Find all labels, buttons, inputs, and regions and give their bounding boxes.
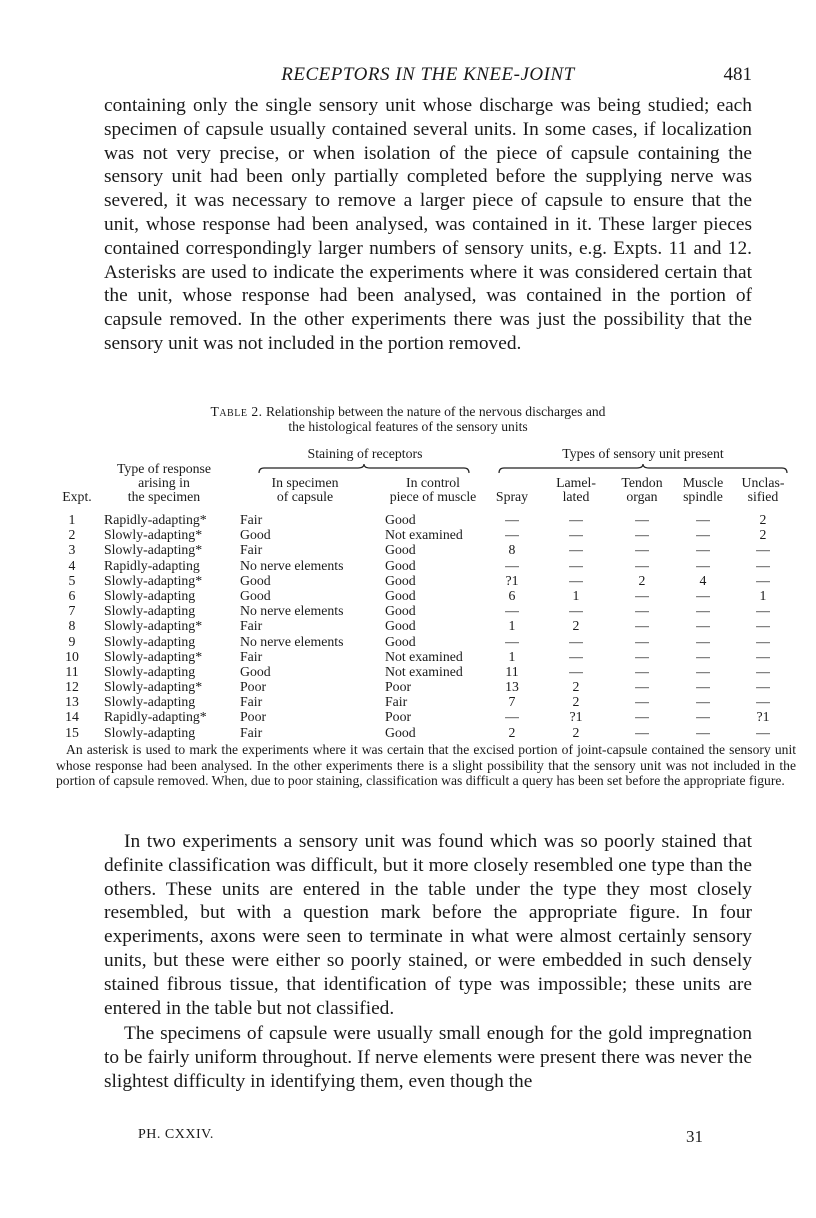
col-header-type: [100, 462, 228, 504]
cell-expt: 11: [65, 663, 79, 679]
brace-types: [498, 464, 788, 474]
table-row: [60, 679, 790, 694]
cell-unclassified: —: [756, 663, 770, 679]
cell-lamellated: —: [569, 512, 583, 527]
cell-muscle-spindle: —: [696, 527, 710, 543]
cell-muscle-spindle: —: [696, 603, 710, 619]
cell-spray: 11: [505, 663, 519, 679]
cell-spray: 7: [508, 694, 516, 710]
paragraph-2-text: In two experiments a sensory unit was found which was so poorly stained that definite classification was difficult, but it more closely resembled one type than the others. These units are entered in the table under the type they most closely resembled, but with a question mark before the appropriate figure. In four experiments, axons were seen to terminate in what were almost certainly sensory units, but these were either so poorly stained, or were embedded in such densely stained fibrous tissue, that identification of type was impossible; these units are entered in the table but not classified.: [104, 831, 752, 1019]
cell-unclassified: —: [756, 603, 770, 619]
cell-spray: 8: [508, 542, 516, 558]
cell-control-staining: Good: [385, 603, 416, 619]
cell-muscle-spindle: —: [696, 694, 710, 710]
cell-tendon-organ: —: [635, 724, 649, 740]
cell-spray: —: [505, 709, 519, 725]
table-row: [60, 725, 790, 740]
footnote-text: An asterisk is used to mark the experiments where it was certain that the excised portion of joint-capsule contained the sensory unit whose response had been analysed. In the other experiments there is a slight possibility that the sensory unit was not included in the portion of capsule removed. When, due to poor staining, classification was difficult a query has been set before the appropriate figure.: [56, 742, 796, 789]
cell-tendon-organ: —: [635, 557, 649, 573]
cell-tendon-organ: —: [635, 694, 649, 710]
cell-spray: —: [505, 512, 519, 527]
page-number: 481: [723, 64, 752, 85]
cell-unclassified: —: [756, 648, 770, 664]
col-header-unclassified-line1: Unclas-: [741, 475, 785, 490]
cell-response-type: Slowly-adapting: [104, 724, 196, 740]
cell-unclassified: —: [756, 557, 770, 573]
cell-response-type: Slowly-adapting*: [104, 648, 203, 664]
cell-expt: 3: [68, 542, 76, 558]
cell-expt: 12: [65, 679, 79, 695]
col-header-spindle: [674, 476, 732, 504]
table-row: [60, 573, 790, 588]
col-header-spray: Spray: [495, 489, 529, 504]
cell-specimen-staining: Fair: [240, 648, 263, 664]
cell-tendon-organ: —: [635, 679, 649, 695]
col-header-control: [378, 476, 488, 504]
cell-tendon-organ: —: [635, 648, 649, 664]
cell-control-staining: Good: [385, 633, 416, 649]
cell-specimen-staining: Poor: [240, 679, 267, 695]
cell-control-staining: Not examined: [385, 663, 463, 679]
paragraph-1: [104, 94, 752, 356]
cell-spray: —: [505, 603, 519, 619]
cell-specimen-staining: Good: [240, 572, 271, 588]
table-row: [60, 618, 790, 633]
cell-lamellated: —: [569, 603, 583, 619]
cell-expt: 14: [65, 709, 79, 725]
cell-specimen-staining: Fair: [240, 724, 263, 740]
col-header-specimen: [240, 476, 370, 504]
cell-expt: 8: [68, 618, 76, 634]
cell-expt: 7: [68, 603, 76, 619]
col-header-lamellated: [550, 476, 602, 504]
cell-expt: 15: [65, 724, 79, 740]
cell-muscle-spindle: —: [696, 587, 710, 603]
cell-expt: 9: [68, 633, 76, 649]
cell-specimen-staining: Fair: [240, 618, 263, 634]
cell-unclassified: —: [756, 724, 770, 740]
cell-lamellated: 2: [572, 679, 580, 695]
cell-lamellated: —: [569, 648, 583, 664]
paragraph-1-text: containing only the single sensory unit whose discharge was being studied; each specimen of capsule usually contained several units. In some cases, if localization was not very precise, or when isolation of the piece of capsule containing the sensory unit had been only partially completed before the supplying nerve was severed, it was necessary to remove a larger piece of capsule to ensure that the unit, whose response had been analysed, was contained in it. These larger pieces contained correspondingly larger numbers of sensory units, e.g. Expts. 11 and 12. Asterisks are used to indicate the experiments where it was considered certain that the unit, whose response had been analysed, was contained in the portion of capsule removed. In the other experiments there was just the possibility that the sensory unit was not included in the portion removed.: [104, 95, 752, 354]
col-header-unclassified-line2: sified: [747, 489, 779, 504]
table-row: [60, 588, 790, 603]
cell-muscle-spindle: —: [696, 648, 710, 664]
table-caption: [0, 404, 816, 434]
col-header-unclassified: [734, 476, 792, 504]
table-row: [60, 542, 790, 557]
cell-tendon-organ: —: [635, 587, 649, 603]
paragraph-3: [104, 1022, 752, 1093]
col-header-lamellated-line1: Lamel-: [556, 475, 596, 490]
cell-tendon-organ: —: [635, 527, 649, 543]
caption-text-2: the histological features of the sensory units: [288, 419, 528, 434]
paragraph-2: [104, 830, 752, 1020]
cell-muscle-spindle: —: [696, 663, 710, 679]
cell-specimen-staining: Poor: [240, 709, 267, 725]
cell-tendon-organ: —: [635, 709, 649, 725]
cell-tendon-organ: 2: [638, 572, 646, 588]
cell-control-staining: Good: [385, 542, 416, 558]
cell-control-staining: Good: [385, 572, 416, 588]
cell-specimen-staining: Fair: [240, 694, 263, 710]
cell-spray: —: [505, 557, 519, 573]
cell-unclassified: —: [756, 542, 770, 558]
cell-muscle-spindle: —: [696, 633, 710, 649]
cell-unclassified: 2: [759, 527, 767, 543]
cell-specimen-staining: Good: [240, 527, 271, 543]
cell-lamellated: 2: [572, 694, 580, 710]
cell-response-type: Slowly-adapting*: [104, 542, 203, 558]
table-row: [60, 664, 790, 679]
table-footnote: [56, 742, 796, 789]
group-header-staining: Staining of receptors: [307, 446, 423, 461]
cell-unclassified: —: [756, 572, 770, 588]
cell-tendon-organ: —: [635, 618, 649, 634]
cell-muscle-spindle: —: [696, 557, 710, 573]
col-header-control-line1: In control: [405, 475, 461, 490]
cell-expt: 4: [68, 557, 76, 573]
cell-spray: 2: [508, 724, 516, 740]
cell-spray: 1: [508, 648, 516, 664]
table-row: [60, 634, 790, 649]
table-row: [60, 603, 790, 618]
cell-lamellated: —: [569, 557, 583, 573]
page-footer: [138, 1127, 738, 1149]
col-header-control-line2: piece of muscle: [389, 489, 477, 504]
col-header-tendon: [614, 476, 670, 504]
running-head: [104, 64, 752, 88]
cell-control-staining: Good: [385, 557, 416, 573]
cell-control-staining: Good: [385, 587, 416, 603]
cell-response-type: Slowly-adapting*: [104, 527, 203, 543]
cell-lamellated: 1: [572, 587, 580, 603]
cell-muscle-spindle: 4: [699, 572, 707, 588]
col-header-type-line3: the specimen: [127, 489, 201, 504]
col-header-expt: Expt.: [62, 489, 92, 504]
table-row: [60, 694, 790, 709]
cell-control-staining: Not examined: [385, 527, 463, 543]
cell-response-type: Slowly-adapting*: [104, 572, 203, 588]
table-label: Table 2.: [210, 404, 263, 419]
cell-expt: 6: [68, 587, 76, 603]
cell-spray: 1: [508, 618, 516, 634]
col-header-spindle-line1: Muscle: [682, 475, 724, 490]
cell-lamellated: ?1: [569, 709, 583, 725]
cell-unclassified: 2: [759, 512, 767, 527]
cell-unclassified: —: [756, 618, 770, 634]
caption-line-1: [0, 404, 816, 419]
journal-reference: PH. CXXIV.: [138, 1127, 214, 1142]
group-header-types: Types of sensory unit present: [562, 446, 724, 461]
cell-spray: 6: [508, 587, 516, 603]
cell-expt: 13: [65, 694, 79, 710]
cell-lamellated: —: [569, 527, 583, 543]
cell-unclassified: —: [756, 633, 770, 649]
brace-staining: [258, 464, 470, 474]
cell-unclassified: 1: [759, 587, 767, 603]
cell-control-staining: Poor: [385, 679, 412, 695]
table-row: [60, 512, 790, 527]
cell-response-type: Rapidly-adapting*: [104, 512, 207, 527]
table-row: [60, 527, 790, 542]
cell-spray: ?1: [505, 572, 519, 588]
table-body: [60, 512, 790, 740]
cell-specimen-staining: No nerve elements: [240, 603, 344, 619]
cell-lamellated: —: [569, 572, 583, 588]
cell-unclassified: —: [756, 694, 770, 710]
cell-response-type: Slowly-adapting: [104, 587, 196, 603]
table-row: [60, 709, 790, 724]
cell-unclassified: —: [756, 679, 770, 695]
cell-tendon-organ: —: [635, 542, 649, 558]
col-header-specimen-line2: of capsule: [276, 489, 334, 504]
cell-expt: 10: [65, 648, 79, 664]
cell-control-staining: Poor: [385, 709, 412, 725]
cell-control-staining: Good: [385, 618, 416, 634]
cell-specimen-staining: Good: [240, 587, 271, 603]
cell-specimen-staining: No nerve elements: [240, 633, 344, 649]
cell-control-staining: Not examined: [385, 648, 463, 664]
cell-expt: 5: [68, 572, 76, 588]
caption-text-1: Relationship between the nature of the nervous discharges and: [265, 404, 606, 419]
cell-response-type: Slowly-adapting*: [104, 618, 203, 634]
table-row: [60, 558, 790, 573]
paragraph-3-text: The specimens of capsule were usually small enough for the gold impregnation to be fairly uniform throughout. If nerve elements were present there was never the slightest difficulty in identifying them, even though the: [104, 1023, 752, 1092]
cell-tendon-organ: —: [635, 603, 649, 619]
cell-spray: —: [505, 633, 519, 649]
cell-response-type: Rapidly-adapting: [104, 557, 200, 573]
running-title: RECEPTORS IN THE KNEE-JOINT: [281, 64, 575, 85]
cell-response-type: Slowly-adapting*: [104, 679, 203, 695]
cell-muscle-spindle: —: [696, 512, 710, 527]
cell-lamellated: —: [569, 663, 583, 679]
cell-muscle-spindle: —: [696, 679, 710, 695]
cell-lamellated: —: [569, 542, 583, 558]
cell-control-staining: Fair: [385, 694, 408, 710]
table-row: [60, 649, 790, 664]
cell-expt: 1: [68, 512, 76, 527]
cell-lamellated: 2: [572, 618, 580, 634]
cell-response-type: Slowly-adapting: [104, 663, 196, 679]
cell-specimen-staining: Fair: [240, 542, 263, 558]
cell-response-type: Slowly-adapting: [104, 633, 196, 649]
cell-spray: —: [505, 527, 519, 543]
col-header-type-line2: arising in: [138, 475, 190, 490]
cell-expt: 2: [68, 527, 76, 543]
cell-lamellated: —: [569, 633, 583, 649]
col-header-lamellated-line2: lated: [562, 489, 590, 504]
col-header-tendon-line2: organ: [626, 489, 658, 504]
cell-response-type: Rapidly-adapting*: [104, 709, 207, 725]
cell-specimen-staining: Fair: [240, 512, 263, 527]
cell-muscle-spindle: —: [696, 724, 710, 740]
col-header-type-line1: Type of response: [116, 461, 212, 476]
cell-muscle-spindle: —: [696, 618, 710, 634]
cell-tendon-organ: —: [635, 512, 649, 527]
col-header-spindle-line2: spindle: [683, 489, 723, 504]
cell-response-type: Slowly-adapting: [104, 603, 196, 619]
cell-muscle-spindle: —: [696, 709, 710, 725]
cell-specimen-staining: No nerve elements: [240, 557, 344, 573]
sheet-number: 31: [686, 1127, 703, 1146]
cell-muscle-spindle: —: [696, 542, 710, 558]
cell-tendon-organ: —: [635, 633, 649, 649]
cell-spray: 13: [505, 679, 519, 695]
cell-control-staining: Good: [385, 724, 416, 740]
cell-control-staining: Good: [385, 512, 416, 527]
col-header-tendon-line1: Tendon: [621, 475, 663, 490]
cell-unclassified: ?1: [756, 709, 770, 725]
col-header-specimen-line1: In specimen: [271, 475, 339, 490]
cell-lamellated: 2: [572, 724, 580, 740]
cell-specimen-staining: Good: [240, 663, 271, 679]
cell-response-type: Slowly-adapting: [104, 694, 196, 710]
cell-tendon-organ: —: [635, 663, 649, 679]
